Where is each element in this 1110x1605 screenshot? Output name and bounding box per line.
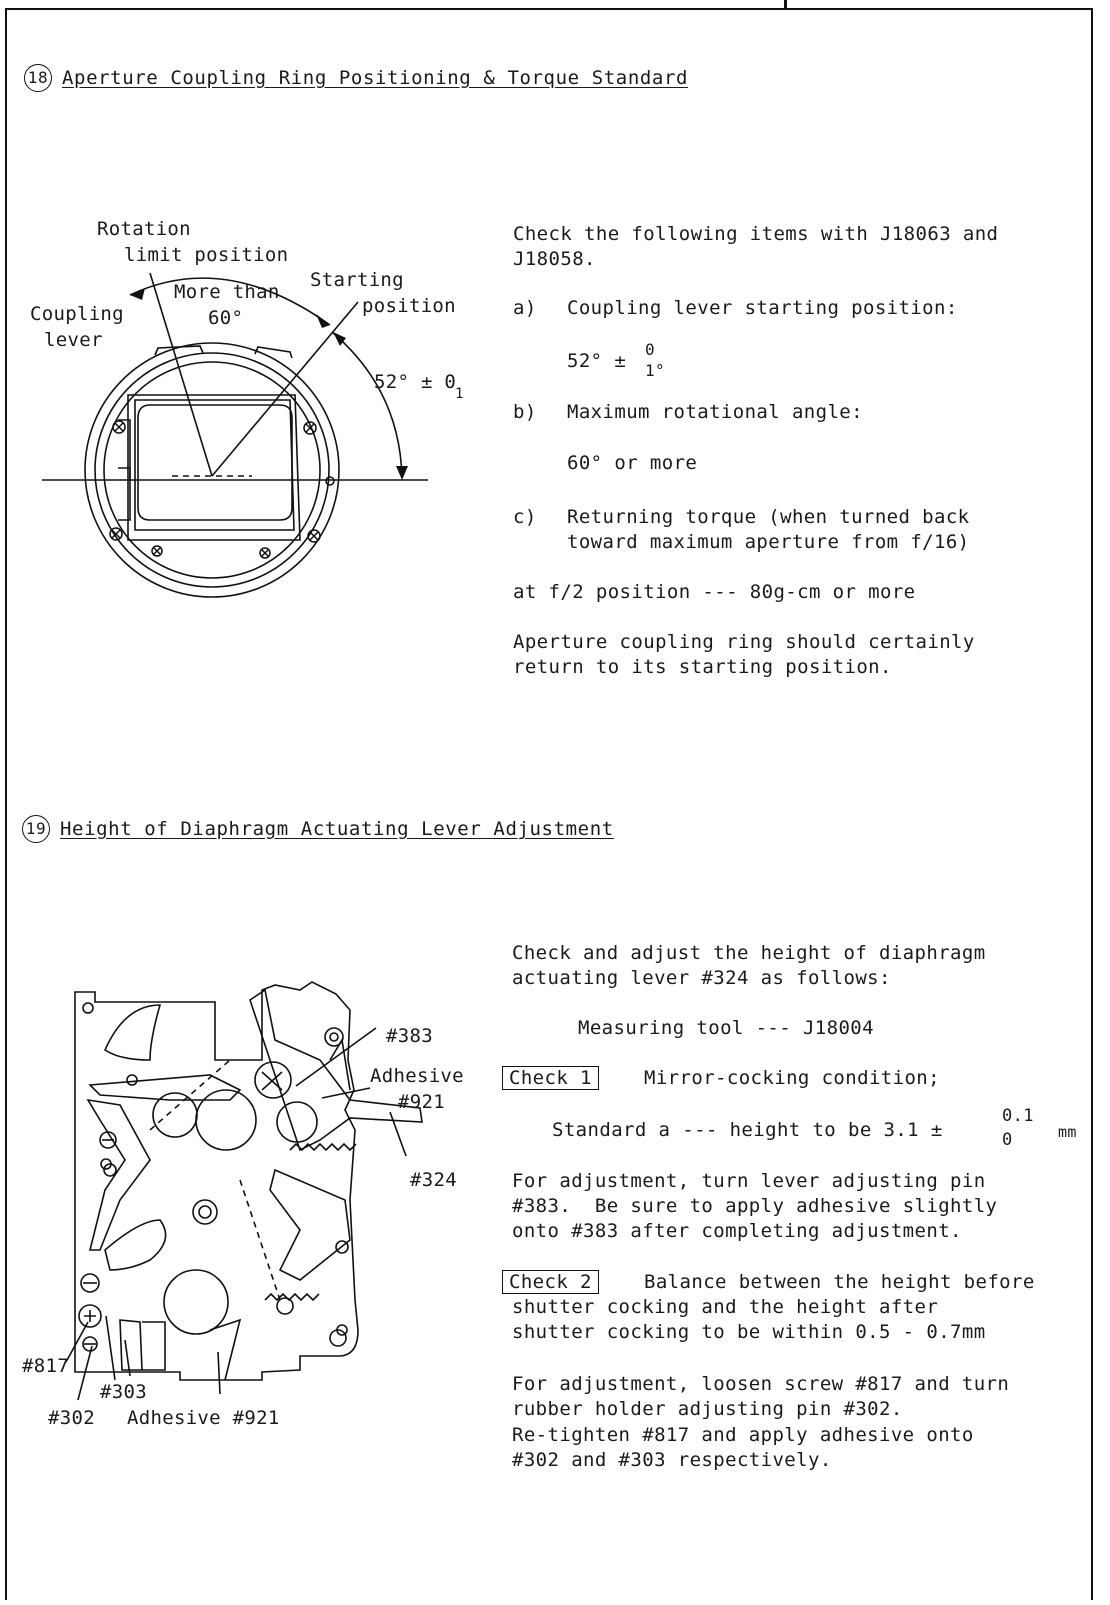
label-324: #324 [410, 1169, 457, 1191]
s19-adjust2-3: Re-tighten #817 and apply adhesive onto [512, 1424, 974, 1446]
s18-item-a-upper: 0 [645, 340, 656, 359]
s18-item-b-text: Maximum rotational angle: [567, 401, 863, 423]
s18-item-b-marker: b) [513, 401, 537, 423]
label-coupling: Coupling [30, 303, 124, 325]
label-adhesive-top: Adhesive [370, 1065, 464, 1087]
label-angle-sub: 1 [455, 386, 464, 402]
s18-intro-2: J18058. [513, 248, 596, 270]
s19-adjust2-4: #302 and #303 respectively. [512, 1449, 832, 1471]
s19-check1 [502, 1066, 599, 1091]
s19-standard: Standard a --- height to be 3.1 ± [552, 1119, 943, 1141]
label-limit-position: limit position [124, 244, 289, 266]
s18-note-1: Aperture coupling ring should certainly [513, 631, 975, 653]
s18-item-a-text: Coupling lever starting position: [567, 297, 958, 319]
label-sixty: 60° [208, 307, 244, 329]
s18-item-b-value: 60° or more [567, 452, 698, 474]
s18-note-2: return to its starting position. [513, 656, 892, 678]
s18-item-c-marker: c) [513, 506, 537, 528]
label-more-than: More than [174, 281, 280, 303]
label-302: #302 [48, 1407, 95, 1429]
s19-intro-2: actuating lever #324 as follows: [512, 967, 891, 989]
s18-item-a-value: 52° ± [567, 350, 627, 372]
s19-intro-1: Check and adjust the height of diaphragm [512, 942, 986, 964]
s18-item-a-marker: a) [513, 297, 537, 319]
s18-item-c-text-2: toward maximum aperture from f/16) [567, 531, 970, 553]
s19-adjust2-1: For adjustment, loosen screw #817 and turn [512, 1373, 1010, 1395]
s19-standard-lower: 0 [1002, 1130, 1013, 1150]
s19-adjust2-2: rubber holder adjusting pin #302. [512, 1398, 903, 1420]
label-303: #303 [100, 1381, 147, 1403]
s19-check2 [502, 1270, 599, 1295]
s19-adjust1-3: onto #383 after completing adjustment. [512, 1220, 962, 1242]
section-18-title: Aperture Coupling Ring Positioning & Torque Standard [62, 67, 689, 89]
s19-check1-text: Mirror-cocking condition; [644, 1067, 940, 1089]
label-rotation: Rotation [97, 218, 191, 240]
label-921-top: #921 [398, 1091, 445, 1113]
s19-tool: Measuring tool --- J18004 [578, 1017, 874, 1039]
label-position: position [362, 295, 456, 317]
check-2-label: Check 2 [502, 1270, 599, 1294]
s18-intro-1: Check the following items with J18063 and [513, 223, 999, 245]
s19-standard-unit: mm [1058, 1123, 1077, 1141]
s19-adjust1-1: For adjustment, turn lever adjusting pin [512, 1170, 986, 1192]
s18-item-a-lower: 1° [645, 361, 666, 380]
check-1-label: Check 1 [502, 1066, 599, 1090]
s18-torque-line: at f/2 position --- 80g-cm or more [513, 581, 916, 603]
label-383: #383 [386, 1025, 433, 1047]
s19-standard-upper: 0.1 [1002, 1106, 1034, 1126]
section-19-title: Height of Diaphragm Actuating Lever Adjustment [60, 818, 614, 840]
label-lever: lever [44, 329, 103, 351]
s18-item-c-text-1: Returning torque (when turned back [567, 506, 970, 528]
s19-check2-3: shutter cocking to be within 0.5 - 0.7mm [512, 1321, 986, 1343]
s19-check2-2: shutter cocking and the height after [512, 1296, 939, 1318]
label-817: #817 [22, 1355, 69, 1377]
s19-adjust1-2: #383. Be sure to apply adhesive slightly [512, 1195, 998, 1217]
label-angle: 52° ± 0 [374, 371, 457, 393]
label-adhesive-bottom: Adhesive #921 [127, 1407, 280, 1429]
label-starting: Starting [310, 269, 404, 291]
section-18-number: 18 [24, 64, 52, 92]
section-19-number: 19 [22, 815, 50, 843]
s19-check2-text: Balance between the height before [644, 1271, 1035, 1293]
